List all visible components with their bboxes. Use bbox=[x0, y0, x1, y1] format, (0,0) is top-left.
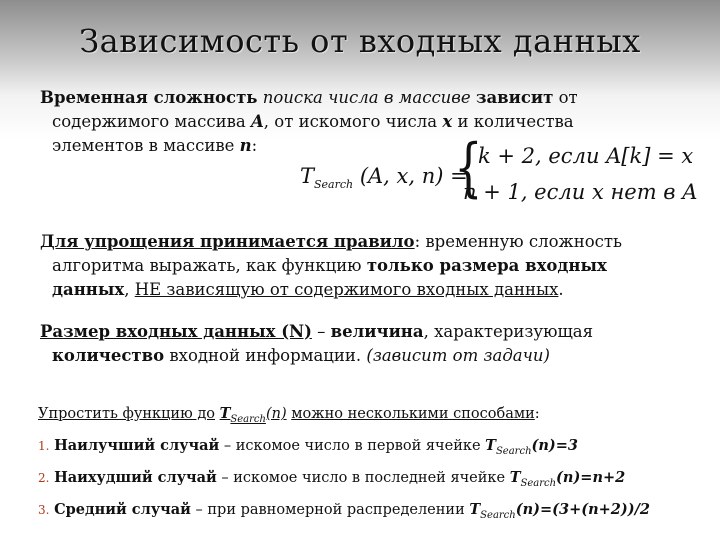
p1-from: от bbox=[558, 88, 578, 107]
list-item-sub: Search bbox=[480, 509, 516, 521]
p3-line1-rest: , характеризующая bbox=[423, 322, 594, 341]
list-intro-a: Упростить функцию до bbox=[38, 406, 215, 422]
p3-line1 bbox=[40, 320, 690, 344]
p1-line3-text: элементов в массиве bbox=[52, 136, 235, 155]
list-intro-n: (n) bbox=[265, 406, 287, 422]
list-item-number: 2. bbox=[38, 470, 50, 485]
list-intro-T: T bbox=[219, 405, 231, 422]
p2-line2-b: только размера входных bbox=[366, 256, 607, 275]
list-item-text: – при равномерной распределении bbox=[195, 501, 465, 518]
formula-T: T bbox=[300, 164, 315, 188]
p1-depends: зависит bbox=[475, 88, 554, 107]
formula-case-found: k + 2, если A[k] = x bbox=[478, 144, 694, 168]
list-intro-b: можно несколькими способами bbox=[291, 406, 535, 422]
p2-line3-a: данных bbox=[52, 280, 125, 299]
p2-line3-c: НЕ зависящую от содержимого входных данных bbox=[134, 280, 559, 299]
list-item-sub: Search bbox=[520, 477, 557, 489]
p3-note: (зависит от задачи) bbox=[366, 346, 550, 365]
list-item-case: Средний случай bbox=[54, 500, 191, 518]
list-item-text: – искомое число в последней ячейке bbox=[221, 469, 506, 486]
p3-dash: – bbox=[317, 322, 326, 341]
p2-line3 bbox=[40, 278, 690, 302]
p3-quantity: количество bbox=[52, 346, 165, 365]
list-item-expr: (n)=3 bbox=[531, 436, 579, 454]
list-item-sub: Search bbox=[495, 445, 532, 457]
p2-line3-d: . bbox=[558, 280, 564, 299]
p1-term: Временная сложность bbox=[40, 88, 258, 107]
formula-args: (A, x, n) = bbox=[359, 164, 468, 188]
list-item-T: T bbox=[485, 436, 496, 454]
list-item-case: Наихудший случай bbox=[54, 468, 217, 486]
list-item-expr: (n)=(3+(n+2))/2 bbox=[515, 500, 650, 518]
p1-var-x: x bbox=[442, 112, 453, 131]
p2-rule: Для упрощения принимается правило bbox=[40, 232, 415, 251]
p1-line2-c: и количества bbox=[457, 112, 574, 131]
list-item-text: – искомое число в первой ячейке bbox=[223, 437, 481, 454]
slide-title: Зависимость от входных данных bbox=[79, 22, 641, 60]
list-item bbox=[38, 436, 698, 462]
list-item-case: Наилучший случай bbox=[54, 436, 220, 454]
simplification-list bbox=[38, 404, 698, 526]
p2-line2-a: алгоритма выражать, как функцию bbox=[52, 256, 362, 275]
list-intro-sub: Search bbox=[230, 413, 266, 425]
formula-case-notfound: n + 1, если x нет в A bbox=[463, 180, 698, 204]
list-item-number: 1. bbox=[38, 438, 50, 453]
p1-line2-b: , от искомого числа bbox=[263, 112, 438, 131]
p1-line2 bbox=[40, 110, 690, 134]
p1-var-n: n bbox=[239, 136, 252, 155]
p2-line3-b: , bbox=[124, 280, 130, 299]
p3-line2 bbox=[40, 344, 690, 368]
formula-brace: { bbox=[454, 131, 483, 205]
p3-line2-b: входной информации. bbox=[169, 346, 362, 365]
paragraph-rule bbox=[40, 230, 690, 302]
formula-tsearch bbox=[300, 131, 700, 212]
p2-line2 bbox=[40, 254, 690, 278]
formula-sub: Search bbox=[314, 178, 354, 192]
list-item bbox=[38, 500, 698, 526]
list-item-T: T bbox=[469, 500, 481, 518]
p2-line1 bbox=[40, 230, 690, 254]
list-intro bbox=[38, 404, 698, 430]
p1-array-A: A bbox=[250, 112, 264, 131]
formula-lhs bbox=[300, 164, 468, 191]
list-item-T: T bbox=[509, 468, 521, 486]
p2-line1-rest: : временную сложность bbox=[414, 232, 623, 251]
p1-line2-a: содержимого массива bbox=[52, 112, 246, 131]
list-item bbox=[38, 468, 698, 494]
p3-term: Размер входных данных (N) bbox=[40, 322, 312, 341]
p1-object: поиска числа в массиве bbox=[262, 88, 471, 107]
paragraph-input-size bbox=[40, 320, 690, 368]
p1-colon: : bbox=[251, 136, 258, 155]
p1-line1 bbox=[40, 86, 690, 110]
list-intro-c: : bbox=[534, 406, 540, 422]
list-item-number: 3. bbox=[38, 502, 50, 517]
p3-value: величина bbox=[330, 322, 424, 341]
list-item-expr: (n)=n+2 bbox=[556, 468, 626, 486]
